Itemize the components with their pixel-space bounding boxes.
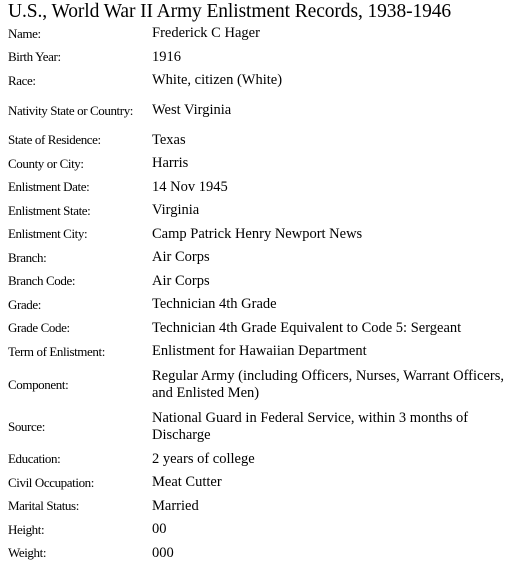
field-value: Frederick C Hager [152, 25, 260, 42]
field-label: Marital Status: [8, 498, 79, 514]
record-row-state-of-residence [0, 129, 516, 153]
field-value: National Guard in Federal Service, within 3 months of Discharge [152, 409, 469, 443]
field-value: Air Corps [152, 272, 210, 289]
record-row-name [0, 22, 516, 46]
record-row-branch-code [0, 270, 516, 294]
record-row-height [0, 518, 516, 542]
record-row-source [0, 406, 516, 448]
record-row-enlistment-state [0, 199, 516, 223]
field-label: Component: [8, 376, 69, 392]
record-row-component [0, 364, 516, 406]
field-value: Texas [152, 131, 186, 148]
record-row-grade-code [0, 317, 516, 341]
record-row-nativity [0, 93, 516, 129]
field-label: Height: [8, 521, 45, 537]
field-value: Married [152, 497, 199, 514]
field-label: Term of Enlistment: [8, 343, 105, 359]
record-table [0, 22, 516, 565]
field-label: Education: [8, 451, 61, 467]
field-label: Enlistment Date: [8, 179, 90, 195]
field-label: Grade Code: [8, 320, 70, 336]
field-label: County or City: [8, 155, 84, 171]
field-value: Camp Patrick Henry Newport News [152, 225, 363, 242]
record-row-term-of-enlistment [0, 340, 516, 364]
record-row-education [0, 448, 516, 472]
field-label: Enlistment State: [8, 202, 91, 218]
field-value: Technician 4th Grade [152, 296, 277, 313]
record-row-civil-occupation [0, 471, 516, 495]
field-value: Virginia [152, 202, 200, 219]
field-value: Meat Cutter [152, 474, 222, 491]
field-value: Harris [152, 155, 189, 172]
field-label: Nativity State or Country: [8, 102, 134, 118]
field-label: Name: [8, 25, 41, 41]
field-value: West Virginia [152, 102, 232, 118]
field-label: Branch Code: [8, 273, 76, 289]
record-row-race [0, 69, 516, 93]
field-label: State of Residence: [8, 132, 101, 148]
field-value: White, citizen (White) [152, 72, 283, 89]
record-row-enlistment-city [0, 223, 516, 247]
field-value: 1916 [152, 48, 181, 65]
field-value: 000 [152, 544, 174, 561]
record-row-weight [0, 542, 516, 566]
field-label: Weight: [8, 545, 47, 561]
field-value: Air Corps [152, 249, 210, 266]
field-value: 14 Nov 1945 [152, 178, 228, 195]
field-label: Civil Occupation: [8, 474, 94, 490]
field-value: 2 years of college [152, 450, 255, 467]
field-label: Source: [8, 418, 45, 434]
field-label: Grade: [8, 296, 41, 312]
field-label: Branch: [8, 249, 47, 265]
field-value: Technician 4th Grade Equivalent to Code 5: Sergeant [152, 319, 462, 336]
field-value: Enlistment for Hawaiian Department [152, 343, 367, 360]
page-title: U.S., World War II Army Enlistment Records, 1938-1946 [8, 1, 452, 22]
record-row-enlistment-date [0, 176, 516, 200]
record-row-grade [0, 293, 516, 317]
field-label: Enlistment City: [8, 226, 88, 242]
field-label: Race: [8, 72, 36, 88]
record-row-marital-status [0, 495, 516, 519]
record-row-county-or-city [0, 152, 516, 176]
record-row-branch [0, 246, 516, 270]
field-label: Birth Year: [8, 49, 61, 65]
field-value: 00 [152, 521, 167, 538]
record-row-birth-year [0, 46, 516, 70]
field-value: Regular Army (including Officers, Nurses, Warrant Officers, and Enlisted Men) [152, 367, 504, 401]
